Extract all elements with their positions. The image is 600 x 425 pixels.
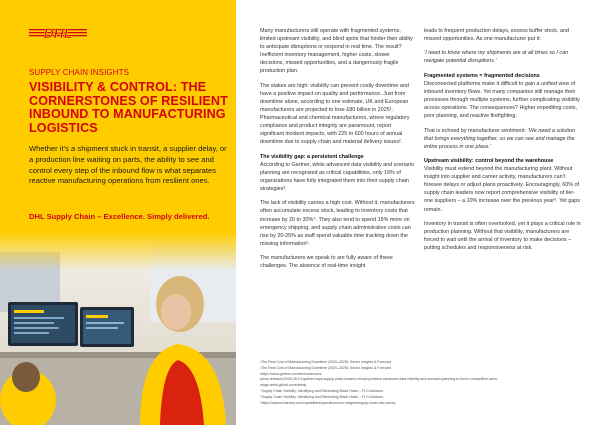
paragraph: Many manufacturers still operate with fragmented systems, limited upstream visibility, and blind spots that hinder their ability to anticipate disruptions or respond in real time. The result? Inefficient inventory management, higher costs, slower decisions, missed opportunities, and a dangerously fragile production plan. — [260, 28, 413, 75]
paragraph — [424, 127, 582, 151]
article-column-2 — [424, 27, 582, 258]
footnote[interactable]: ⁶https://www.mckinsey.com/capabilities/operations/our-insights/supply-chain-risk-survey — [260, 400, 396, 405]
footnote: ²The Real Cost of Manufacturing Downtime (2020–2025): Sector Insights & Forecast — [260, 365, 391, 370]
paragraph: The lack of visibility carries a high cost. Without it, manufacturers often accumulate excess stock, leading to inventory costs that increase by 20 to 30%⁴. They also tend to spend 15% more on emergency shipping, and supply chain administrative costs can rise by 20-25% as staff spend valuable time tracking down the missing information⁵. — [260, 200, 415, 247]
page-title: VISIBILITY & CONTROL: THE CORNERSTONES OF RESILIENT INBOUND TO MANUFACTURING LOGISTICS — [29, 80, 228, 135]
paragraph: Visibility must extend beyond the manufacturing plant. Without insight into supplier and carrier activity, manufacturers can’t foresee delays or adjust plans proactively. Encouragingly, 60% of supply chain leaders now report comprehensive visibility of tier-one suppliers – a 10% increase over the previous year⁶. Yet gaps remain. — [424, 166, 580, 213]
footnote: ⁴Supply Chain Visibility: Identifying and Eliminating Black Holes – FLO Advisors — [260, 388, 384, 393]
footnotes — [260, 360, 582, 406]
paragraph: The stakes are high: visibility can prevent costly downtime and have a positive impact on quality and performance. Just from downtime alone, according to one estimate, UK and European manufacturers are projected to lose £80 billion in 2025¹. Pharmaceutical and chemical manufacturers, where regulatory compliance and product integrity are paramount, report significant incident impacts, with 225 to 600 hours of annual downtime due to supply chain and material delivery issues². — [260, 82, 410, 146]
dhl-logo — [29, 25, 87, 41]
inline-quote: ‘We need a solution that brings everything together, so we can see and manage the entire process in one place.’ — [424, 127, 575, 150]
footnote[interactable]: ntage-amid-global-uncertainty — [260, 383, 307, 388]
paragraph: Inventory in transit is often overlooked, yet it plays a critical role in production planning. Without that visibility, manufacturers are forced to wait until the arrival of inventory to make decisions – putting schedules and responsiveness at risk. — [424, 220, 581, 252]
footnote[interactable]: ³https://www.gartner.com/en/newsroom/ — [260, 371, 322, 376]
svg-text:DHL: DHL — [43, 25, 73, 41]
pull-quote: ‘I need to know where my shipments are at all times so I can navigate potential disruptions.’ — [424, 50, 569, 65]
article-column-1 — [260, 27, 415, 276]
section-heading: Upstream visibility: control beyond the warehouse — [424, 157, 554, 164]
paragraph: The manufacturers we speak to are fully aware of these challenges. The absence of real-time insight — [260, 255, 393, 270]
kicker: SUPPLY CHAIN INSIGHTS — [29, 68, 130, 77]
office-photo — [0, 232, 236, 425]
footnote: ⁵Supply Chain Visibility: Identifying and Eliminating Black Holes – FLO Advisors — [260, 394, 383, 399]
paragraph: According to Gartner, while advanced data visibility and scenario planning are recognized as critical capabilities, only 19% of organizations have fully integrated them into their supply chain strategies³. — [260, 161, 415, 193]
intro-paragraph: Whether it’s a shipment stuck in transit, a supplier delay, or a production line waiting on parts, the ability to see and control every step of the inbound flow is what separates reactive manufacturing operations from resilient ones. — [29, 144, 227, 186]
section-heading: Fragmented systems = fragmented decisions — [424, 72, 540, 79]
footnote: ¹The Real Cost of Manufacturing Downtime (2020–2025): Sector Insights & Forecast — [260, 360, 391, 364]
paragraph: Disconnected platforms make it difficult to gain a unified view of inbound inventory flows. Yet many companies still manage their processes through multiple systems, further complicating visibility across operations. The consequences? Higher expediting costs, poor planning, and reactive firefighting. — [424, 80, 580, 120]
cover-panel — [0, 0, 236, 425]
section-heading: The visibility gap: a persistent challenge — [260, 153, 364, 160]
footnote[interactable]: press-releases/2025-05-19-gartner-says-supply-chain-leaders-should-prioritize-advanced-data-visibility-and-scenario-planning-to-thrive-competitive-adva- — [260, 377, 498, 382]
paragraph: leads to frequent production delays, excess buffer stock, and missed opportunities. As one manufacturer put it: — [424, 28, 569, 43]
paragraph-lead: That is echoed by manufacturer sentiment: — [424, 127, 528, 134]
tagline: DHL Supply Chain – Excellence. Simply delivered. — [29, 212, 210, 221]
